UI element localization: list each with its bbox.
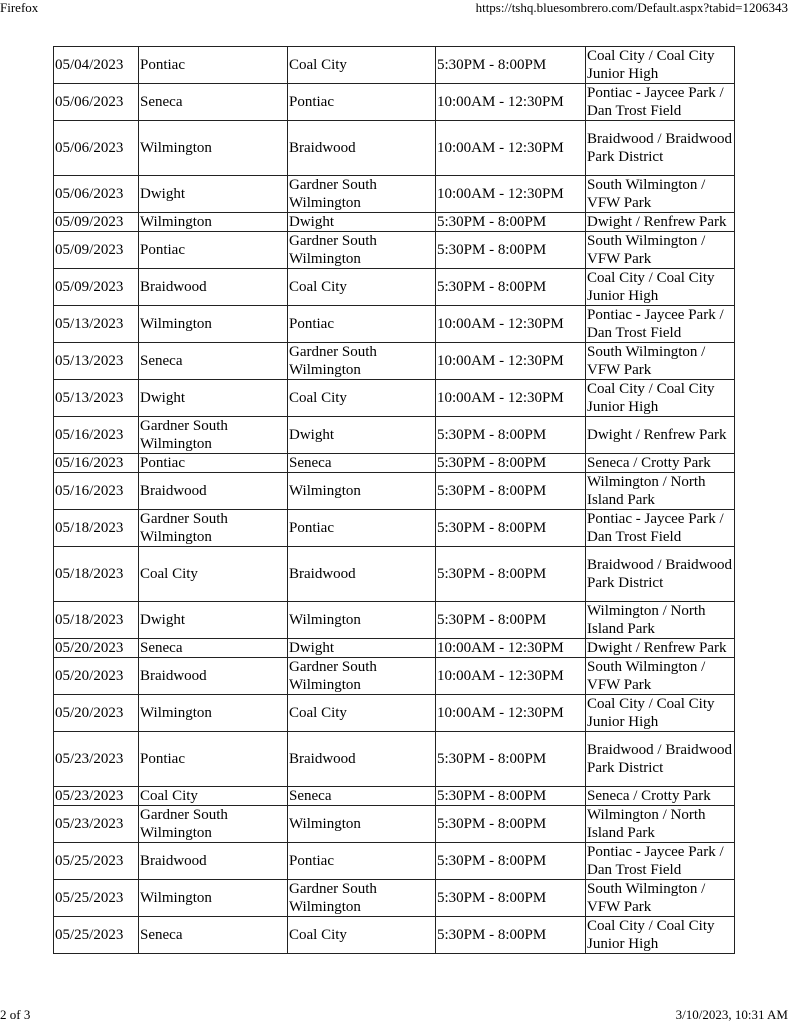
- away-team-cell: Pontiac: [288, 84, 436, 121]
- home-team-cell: Gardner South Wilmington: [139, 806, 288, 843]
- game-time-cell: 5:30PM - 8:00PM: [436, 732, 586, 787]
- game-date-cell: 05/09/2023: [54, 269, 139, 306]
- game-location-cell: Coal City / Coal City Junior High: [586, 380, 735, 417]
- home-team-cell: Braidwood: [139, 269, 288, 306]
- home-team-cell: Gardner South Wilmington: [139, 417, 288, 454]
- away-team-cell: Coal City: [288, 269, 436, 306]
- game-time-cell: 10:00AM - 12:30PM: [436, 639, 586, 658]
- game-date-cell: 05/16/2023: [54, 473, 139, 510]
- game-date-cell: 05/13/2023: [54, 306, 139, 343]
- home-team-cell: Pontiac: [139, 732, 288, 787]
- print-timestamp: 3/10/2023, 10:31 AM: [675, 1007, 788, 1022]
- game-location-cell: South Wilmington / VFW Park: [586, 232, 735, 269]
- game-location-cell: Dwight / Renfrew Park: [586, 639, 735, 658]
- game-time-cell: 10:00AM - 12:30PM: [436, 695, 586, 732]
- away-team-cell: Gardner South Wilmington: [288, 232, 436, 269]
- away-team-cell: Braidwood: [288, 121, 436, 176]
- away-team-cell: Gardner South Wilmington: [288, 176, 436, 213]
- game-location-cell: Dwight / Renfrew Park: [586, 417, 735, 454]
- game-date-cell: 05/25/2023: [54, 843, 139, 880]
- away-team-cell: Seneca: [288, 787, 436, 806]
- away-team-cell: Seneca: [288, 454, 436, 473]
- home-team-cell: Braidwood: [139, 473, 288, 510]
- game-date-cell: 05/13/2023: [54, 343, 139, 380]
- game-time-cell: 5:30PM - 8:00PM: [436, 880, 586, 917]
- game-time-cell: 5:30PM - 8:00PM: [436, 547, 586, 602]
- table-row: [54, 843, 735, 880]
- game-time-cell: 10:00AM - 12:30PM: [436, 84, 586, 121]
- table-row: [54, 343, 735, 380]
- away-team-cell: Pontiac: [288, 843, 436, 880]
- table-row: [54, 232, 735, 269]
- game-time-cell: 5:30PM - 8:00PM: [436, 47, 586, 84]
- game-location-cell: Pontiac - Jaycee Park / Dan Trost Field: [586, 84, 735, 121]
- home-team-cell: Gardner South Wilmington: [139, 510, 288, 547]
- table-row: [54, 787, 735, 806]
- away-team-cell: Pontiac: [288, 510, 436, 547]
- schedule-table-body: [54, 47, 735, 954]
- table-row: [54, 454, 735, 473]
- game-date-cell: 05/18/2023: [54, 510, 139, 547]
- game-time-cell: 10:00AM - 12:30PM: [436, 121, 586, 176]
- table-row: [54, 806, 735, 843]
- game-location-cell: South Wilmington / VFW Park: [586, 176, 735, 213]
- game-date-cell: 05/16/2023: [54, 417, 139, 454]
- game-time-cell: 5:30PM - 8:00PM: [436, 454, 586, 473]
- game-date-cell: 05/16/2023: [54, 454, 139, 473]
- game-location-cell: Seneca / Crotty Park: [586, 454, 735, 473]
- away-team-cell: Wilmington: [288, 602, 436, 639]
- page-url: https://tshq.bluesombrero.com/Default.aspx?tabid=1206343: [475, 0, 788, 15]
- browser-name: Firefox: [0, 0, 39, 15]
- table-row: [54, 917, 735, 954]
- game-date-cell: 05/23/2023: [54, 732, 139, 787]
- table-row: [54, 47, 735, 84]
- game-location-cell: Braidwood / Braidwood Park District: [586, 121, 735, 176]
- home-team-cell: Wilmington: [139, 213, 288, 232]
- game-time-cell: 10:00AM - 12:30PM: [436, 380, 586, 417]
- table-row: [54, 213, 735, 232]
- away-team-cell: Wilmington: [288, 806, 436, 843]
- game-time-cell: 5:30PM - 8:00PM: [436, 843, 586, 880]
- home-team-cell: Seneca: [139, 917, 288, 954]
- away-team-cell: Coal City: [288, 380, 436, 417]
- home-team-cell: Wilmington: [139, 121, 288, 176]
- table-row: [54, 639, 735, 658]
- home-team-cell: Seneca: [139, 343, 288, 380]
- game-time-cell: 5:30PM - 8:00PM: [436, 417, 586, 454]
- game-location-cell: Wilmington / North Island Park: [586, 806, 735, 843]
- home-team-cell: Dwight: [139, 176, 288, 213]
- game-time-cell: 10:00AM - 12:30PM: [436, 176, 586, 213]
- home-team-cell: Pontiac: [139, 47, 288, 84]
- game-date-cell: 05/06/2023: [54, 121, 139, 176]
- home-team-cell: Wilmington: [139, 880, 288, 917]
- game-time-cell: 10:00AM - 12:30PM: [436, 343, 586, 380]
- game-time-cell: 5:30PM - 8:00PM: [436, 917, 586, 954]
- game-date-cell: 05/18/2023: [54, 602, 139, 639]
- table-row: [54, 732, 735, 787]
- game-date-cell: 05/20/2023: [54, 639, 139, 658]
- table-row: [54, 176, 735, 213]
- away-team-cell: Coal City: [288, 917, 436, 954]
- game-location-cell: Wilmington / North Island Park: [586, 602, 735, 639]
- game-date-cell: 05/23/2023: [54, 787, 139, 806]
- away-team-cell: Dwight: [288, 639, 436, 658]
- game-date-cell: 05/20/2023: [54, 695, 139, 732]
- game-time-cell: 10:00AM - 12:30PM: [436, 306, 586, 343]
- game-date-cell: 05/25/2023: [54, 880, 139, 917]
- table-row: [54, 880, 735, 917]
- game-date-cell: 05/04/2023: [54, 47, 139, 84]
- game-time-cell: 5:30PM - 8:00PM: [436, 213, 586, 232]
- away-team-cell: Coal City: [288, 695, 436, 732]
- game-time-cell: 5:30PM - 8:00PM: [436, 232, 586, 269]
- table-row: [54, 269, 735, 306]
- home-team-cell: Dwight: [139, 602, 288, 639]
- game-date-cell: 05/23/2023: [54, 806, 139, 843]
- table-row: [54, 121, 735, 176]
- table-row: [54, 473, 735, 510]
- away-team-cell: Braidwood: [288, 732, 436, 787]
- game-date-cell: 05/20/2023: [54, 658, 139, 695]
- game-date-cell: 05/18/2023: [54, 547, 139, 602]
- game-time-cell: 5:30PM - 8:00PM: [436, 473, 586, 510]
- game-time-cell: 10:00AM - 12:30PM: [436, 658, 586, 695]
- away-team-cell: Pontiac: [288, 306, 436, 343]
- home-team-cell: Coal City: [139, 787, 288, 806]
- game-time-cell: 5:30PM - 8:00PM: [436, 269, 586, 306]
- schedule-table: [53, 46, 735, 954]
- game-time-cell: 5:30PM - 8:00PM: [436, 806, 586, 843]
- away-team-cell: Coal City: [288, 47, 436, 84]
- away-team-cell: Gardner South Wilmington: [288, 880, 436, 917]
- table-row: [54, 602, 735, 639]
- game-date-cell: 05/06/2023: [54, 176, 139, 213]
- game-location-cell: South Wilmington / VFW Park: [586, 880, 735, 917]
- home-team-cell: Braidwood: [139, 843, 288, 880]
- game-time-cell: 5:30PM - 8:00PM: [436, 602, 586, 639]
- home-team-cell: Pontiac: [139, 454, 288, 473]
- away-team-cell: Gardner South Wilmington: [288, 343, 436, 380]
- home-team-cell: Pontiac: [139, 232, 288, 269]
- game-time-cell: 5:30PM - 8:00PM: [436, 787, 586, 806]
- game-location-cell: South Wilmington / VFW Park: [586, 343, 735, 380]
- game-time-cell: 5:30PM - 8:00PM: [436, 510, 586, 547]
- table-row: [54, 380, 735, 417]
- table-row: [54, 547, 735, 602]
- game-location-cell: Braidwood / Braidwood Park District: [586, 732, 735, 787]
- table-row: [54, 695, 735, 732]
- game-location-cell: Coal City / Coal City Junior High: [586, 695, 735, 732]
- away-team-cell: Gardner South Wilmington: [288, 658, 436, 695]
- away-team-cell: Braidwood: [288, 547, 436, 602]
- game-date-cell: 05/09/2023: [54, 232, 139, 269]
- game-location-cell: Pontiac - Jaycee Park / Dan Trost Field: [586, 843, 735, 880]
- game-location-cell: Coal City / Coal City Junior High: [586, 269, 735, 306]
- game-date-cell: 05/13/2023: [54, 380, 139, 417]
- game-location-cell: Dwight / Renfrew Park: [586, 213, 735, 232]
- game-location-cell: Braidwood / Braidwood Park District: [586, 547, 735, 602]
- game-location-cell: Wilmington / North Island Park: [586, 473, 735, 510]
- table-row: [54, 658, 735, 695]
- home-team-cell: Wilmington: [139, 695, 288, 732]
- table-row: [54, 417, 735, 454]
- game-location-cell: Seneca / Crotty Park: [586, 787, 735, 806]
- home-team-cell: Dwight: [139, 380, 288, 417]
- game-location-cell: Pontiac - Jaycee Park / Dan Trost Field: [586, 510, 735, 547]
- away-team-cell: Dwight: [288, 213, 436, 232]
- game-location-cell: South Wilmington / VFW Park: [586, 658, 735, 695]
- table-row: [54, 306, 735, 343]
- home-team-cell: Seneca: [139, 84, 288, 121]
- home-team-cell: Wilmington: [139, 306, 288, 343]
- game-date-cell: 05/25/2023: [54, 917, 139, 954]
- home-team-cell: Braidwood: [139, 658, 288, 695]
- game-location-cell: Coal City / Coal City Junior High: [586, 917, 735, 954]
- home-team-cell: Coal City: [139, 547, 288, 602]
- game-date-cell: 05/09/2023: [54, 213, 139, 232]
- home-team-cell: Seneca: [139, 639, 288, 658]
- game-date-cell: 05/06/2023: [54, 84, 139, 121]
- game-location-cell: Coal City / Coal City Junior High: [586, 47, 735, 84]
- page-number: 2 of 3: [0, 1007, 31, 1022]
- game-location-cell: Pontiac - Jaycee Park / Dan Trost Field: [586, 306, 735, 343]
- table-row: [54, 84, 735, 121]
- away-team-cell: Dwight: [288, 417, 436, 454]
- away-team-cell: Wilmington: [288, 473, 436, 510]
- table-row: [54, 510, 735, 547]
